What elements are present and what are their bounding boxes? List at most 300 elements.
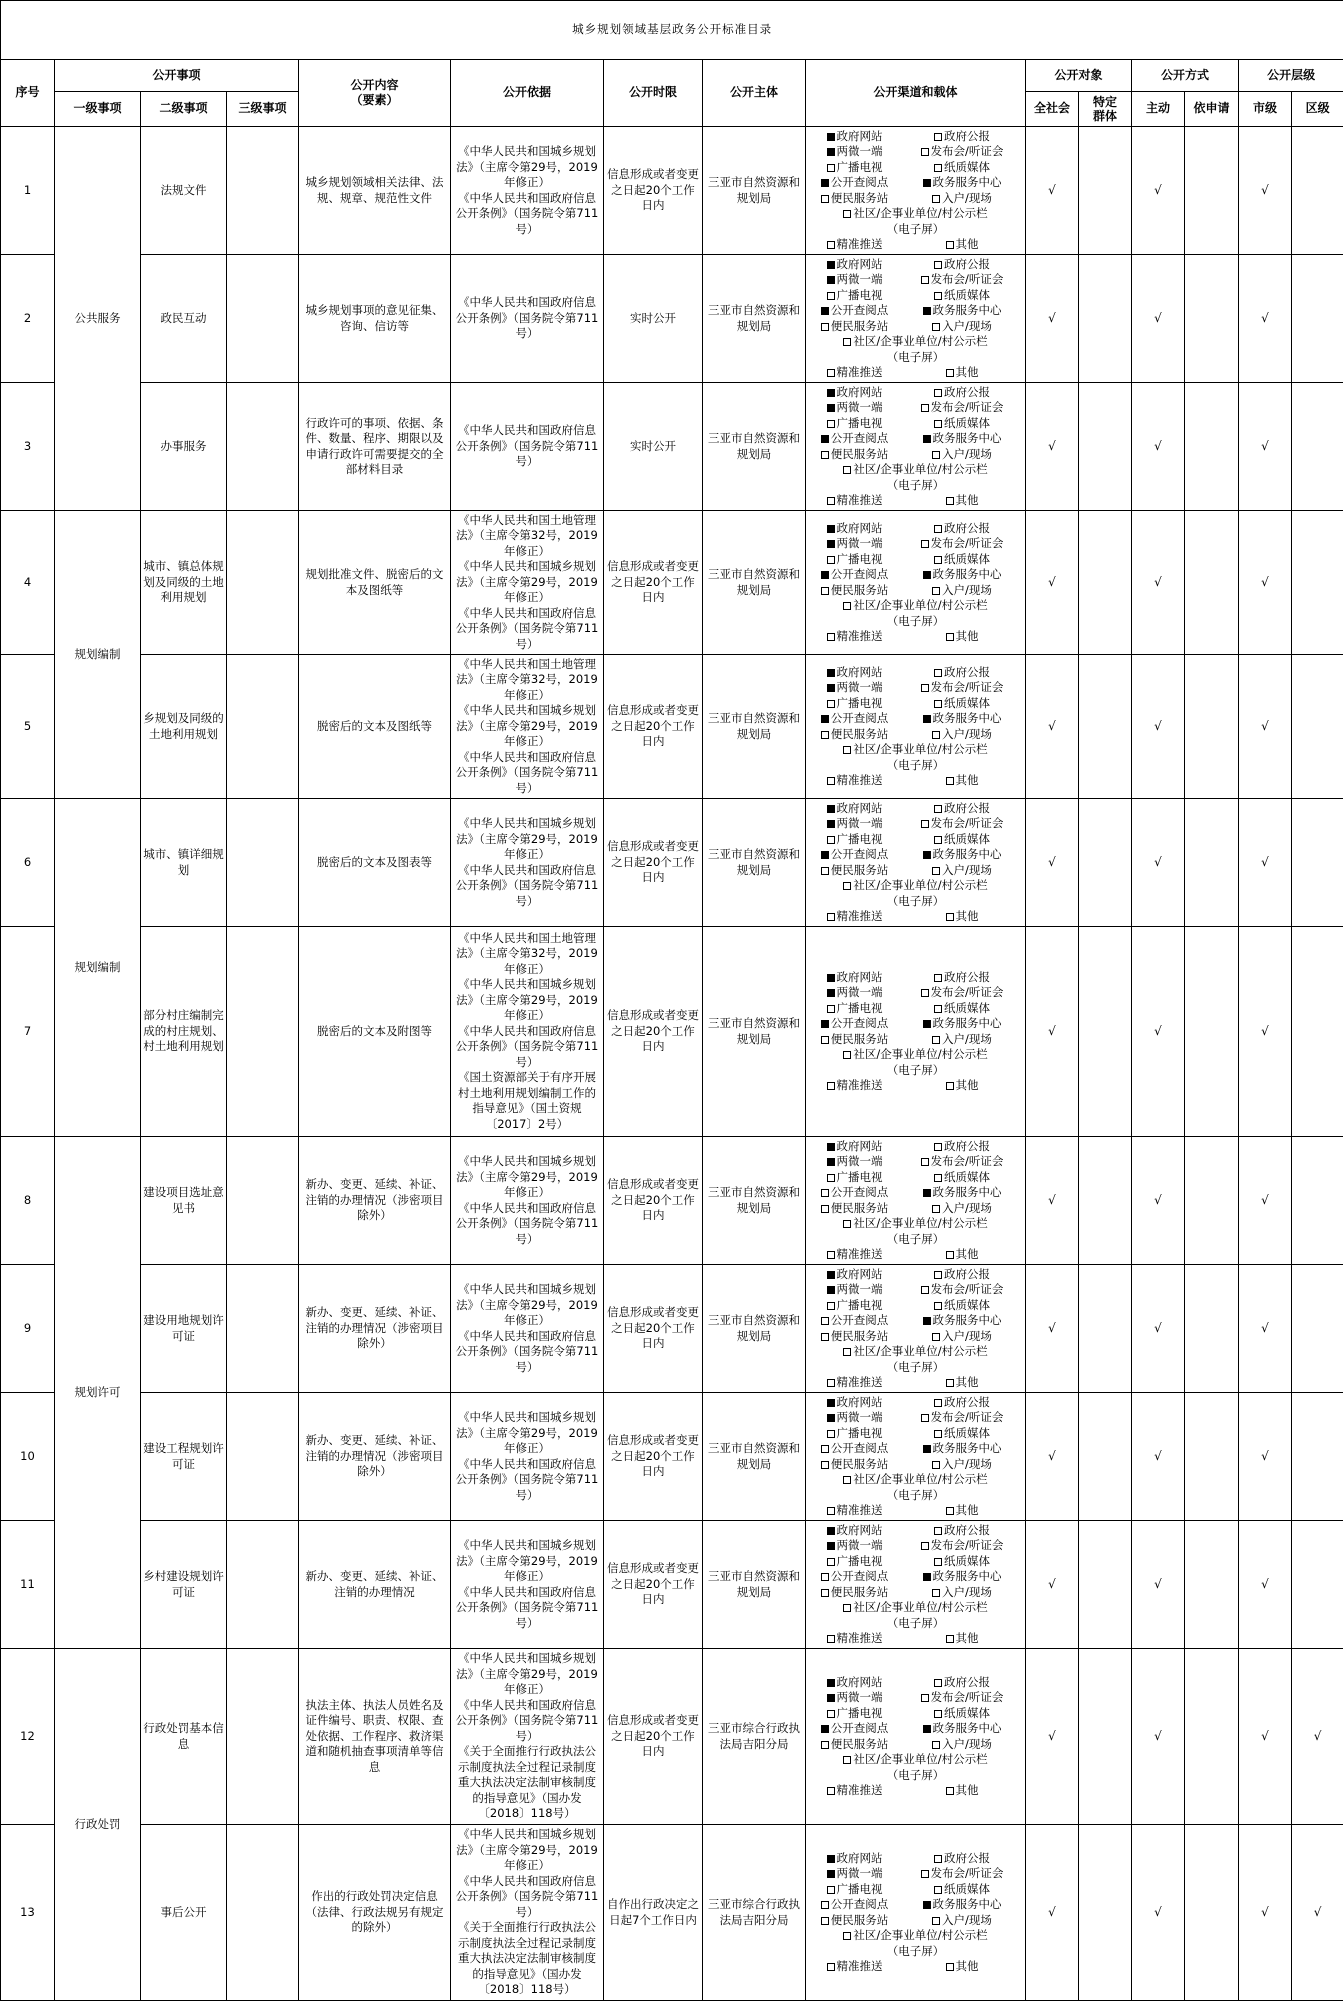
channel-option — [808, 1282, 901, 1298]
channel-option — [808, 773, 901, 789]
checked-box-icon — [827, 1527, 835, 1535]
content-cell: 规划批准文件、脱密后的文本及图纸等 — [299, 511, 451, 655]
channel-option — [808, 1851, 901, 1867]
check-mark-icon: √ — [1154, 1023, 1162, 1038]
checked-box-icon — [827, 276, 835, 284]
unchecked-box-icon — [934, 1558, 942, 1566]
unchecked-box-icon — [827, 633, 835, 641]
target-all-cell — [1026, 655, 1079, 799]
channel-label: 两微一端 — [836, 144, 883, 158]
channel-label: 政府网站 — [836, 969, 883, 984]
unchecked-box-icon — [932, 1036, 940, 1044]
channel-label: 其他 — [955, 1375, 979, 1389]
mode-active-cell — [1132, 799, 1185, 927]
channel-label: 便民服务站 — [830, 190, 889, 205]
channel-label: 公开查阅点 — [830, 1016, 889, 1030]
channel-list — [808, 1139, 1023, 1263]
checked-box-icon — [827, 1399, 835, 1407]
header-target-group: 公开对象 — [1026, 60, 1132, 92]
check-mark-icon: √ — [1313, 1728, 1322, 1743]
unchecked-box-icon — [932, 731, 940, 739]
channel-option — [808, 431, 901, 447]
target-specific-cell — [1079, 1265, 1132, 1393]
channel-option — [901, 1897, 1023, 1913]
channel-label: 公开查阅点 — [830, 1313, 889, 1327]
channel-option — [808, 1267, 901, 1283]
channel-label: 精准推送 — [836, 1783, 883, 1797]
checked-box-icon — [821, 1020, 829, 1028]
channel-option — [808, 1538, 901, 1554]
channel-option — [901, 1267, 1023, 1283]
unchecked-box-icon — [932, 1333, 940, 1341]
checked-box-icon — [827, 389, 835, 397]
header-target-all: 全社会 — [1026, 92, 1079, 127]
tier-city-cell — [1239, 1649, 1292, 1825]
header-subject: 公开主体 — [703, 60, 806, 127]
channel-option — [843, 334, 987, 348]
unchecked-box-icon — [843, 1604, 851, 1612]
channel-option — [808, 696, 901, 712]
channel-label: 社区/企事业单位/村公示栏 — [853, 1047, 988, 1061]
unchecked-box-icon — [934, 669, 942, 677]
channel-label: 便民服务站 — [830, 446, 889, 461]
channel-option — [808, 1170, 901, 1186]
channel-option — [808, 1426, 901, 1442]
channel-option — [808, 1457, 901, 1473]
channel-label: 政府网站 — [836, 1850, 883, 1865]
unchecked-box-icon — [827, 164, 835, 172]
unchecked-box-icon — [827, 497, 835, 505]
channel-label: 纸质媒体 — [944, 159, 990, 174]
checked-box-icon — [827, 1158, 835, 1166]
channel-option — [808, 1001, 901, 1017]
unchecked-box-icon — [946, 1787, 954, 1795]
unchecked-box-icon — [843, 1756, 851, 1764]
channel-label: 纸质媒体 — [944, 1705, 990, 1720]
mode-apply-cell — [1185, 127, 1239, 255]
tier-district-cell — [1292, 255, 1343, 383]
checked-box-icon — [827, 684, 835, 692]
unchecked-box-icon — [821, 1317, 829, 1325]
channel-label: 社区/企事业单位/村公示栏 — [853, 1752, 988, 1766]
channel-label: 其他 — [955, 909, 979, 923]
unchecked-box-icon — [821, 1589, 829, 1597]
check-mark-icon: √ — [1261, 438, 1269, 453]
unchecked-box-icon — [827, 1507, 835, 1515]
unchecked-box-icon — [921, 1694, 929, 1702]
tier-city-cell — [1239, 383, 1292, 511]
channel-screen-note: （电子屏） — [886, 477, 945, 492]
channel-label: 政府网站 — [836, 1394, 883, 1409]
unchecked-box-icon — [932, 867, 940, 875]
channel-label: 广播电视 — [836, 287, 883, 302]
channel-label: 入户/现场 — [942, 862, 992, 877]
mode-apply-cell — [1185, 1137, 1239, 1265]
check-mark-icon: √ — [1261, 574, 1269, 589]
channel-option — [808, 909, 901, 925]
channel-screen-note: （电子屏） — [886, 613, 945, 628]
target-all-cell — [1026, 927, 1079, 1137]
subject-cell: 三亚市自然资源和规划局 — [703, 255, 806, 383]
channel-label: 政府公报 — [944, 256, 990, 271]
channel-label: 两微一端 — [836, 816, 883, 830]
basis-cell: 《中华人民共和国土地管理法》（主席令第32号，2019年修正） 《中华人民共和国城乡规划法》（主席令第29号，2019年修正） 《中华人民共和国政府信息公开条例》（国务院令第711号） — [451, 655, 604, 799]
channel-label: 广播电视 — [836, 1297, 883, 1312]
unchecked-box-icon — [921, 1870, 929, 1878]
channel-label: 政府网站 — [836, 1674, 883, 1689]
channel-option — [901, 1001, 1023, 1017]
checked-box-icon — [821, 1725, 829, 1733]
tier-district-cell — [1292, 655, 1343, 799]
channel-option — [808, 832, 901, 848]
subject-cell: 三亚市自然资源和规划局 — [703, 799, 806, 927]
time-limit-cell: 信息形成或者变更之日起20个工作日内 — [604, 1265, 703, 1393]
unchecked-box-icon — [946, 1507, 954, 1515]
channel-screen-note: （电子屏） — [886, 893, 945, 908]
header-tier-district: 区级 — [1292, 92, 1343, 127]
level1-item: 规划编制 — [55, 799, 141, 1137]
header-level3: 三级事项 — [227, 92, 299, 127]
checked-box-icon — [923, 1573, 931, 1581]
channel-label: 政府公报 — [944, 520, 990, 535]
time-limit-cell: 自作出行政决定之日起7个工作日内 — [604, 1825, 703, 2001]
unchecked-box-icon — [827, 1174, 835, 1182]
channel-option — [808, 1721, 901, 1737]
tier-district-cell — [1292, 1649, 1343, 1825]
channel-option — [901, 711, 1023, 727]
channel-label: 政务服务中心 — [932, 1897, 1002, 1911]
time-limit-cell: 实时公开 — [604, 255, 703, 383]
content-cell: 新办、变更、延续、补证、注销的办理情况（涉密项目除外） — [299, 1137, 451, 1265]
channel-label: 发布会/听证会 — [930, 816, 1004, 830]
channel-label: 政府公报 — [944, 1394, 990, 1409]
channel-label: 入户/现场 — [942, 1328, 992, 1343]
channel-option — [808, 1523, 901, 1539]
level3-item — [227, 1825, 299, 2001]
header-tier-city: 市级 — [1239, 92, 1292, 127]
channel-label: 便民服务站 — [830, 726, 889, 741]
channel-label: 社区/企事业单位/村公示栏 — [853, 1216, 988, 1230]
channel-option — [808, 1329, 901, 1345]
channels-cell — [806, 1825, 1026, 2001]
channel-option — [901, 1078, 1023, 1094]
check-mark-icon: √ — [1261, 718, 1269, 733]
tier-city-cell — [1239, 1825, 1292, 2001]
channel-option — [808, 1395, 901, 1411]
channel-label: 便民服务站 — [830, 1328, 889, 1343]
channel-option — [901, 400, 1023, 416]
unchecked-box-icon — [946, 633, 954, 641]
channel-screen-note: （电子屏） — [886, 221, 945, 236]
unchecked-box-icon — [843, 882, 851, 890]
checked-box-icon — [923, 851, 931, 859]
channel-option — [901, 680, 1023, 696]
channel-label: 精准推送 — [836, 1375, 883, 1389]
header-target-specific: 特定 群体 — [1079, 92, 1132, 127]
unchecked-box-icon — [946, 1963, 954, 1971]
channel-option — [901, 985, 1023, 1001]
subject-cell: 三亚市自然资源和规划局 — [703, 127, 806, 255]
channel-label: 政府网站 — [836, 1138, 883, 1153]
channel-label: 便民服务站 — [830, 1200, 889, 1215]
unchecked-box-icon — [821, 451, 829, 459]
checked-box-icon — [827, 1286, 835, 1294]
channel-screen-note: （电子屏） — [886, 349, 945, 364]
level3-item — [227, 511, 299, 655]
channel-label: 政务服务中心 — [932, 847, 1002, 861]
unchecked-box-icon — [946, 497, 954, 505]
checked-box-icon — [827, 1542, 835, 1550]
channel-label: 公开查阅点 — [830, 847, 889, 861]
target-specific-cell — [1079, 1649, 1132, 1825]
unchecked-box-icon — [843, 1932, 851, 1940]
level3-item — [227, 1649, 299, 1825]
unchecked-box-icon — [932, 195, 940, 203]
channel-label: 政务服务中心 — [932, 431, 1002, 445]
checked-box-icon — [827, 989, 835, 997]
channel-label: 纸质媒体 — [944, 415, 990, 430]
checked-box-icon — [827, 1143, 835, 1151]
check-mark-icon: √ — [1261, 1904, 1269, 1919]
channel-option — [901, 416, 1023, 432]
unchecked-box-icon — [932, 587, 940, 595]
mode-apply-cell — [1185, 1521, 1239, 1649]
channel-option — [901, 160, 1023, 176]
header-seq: 序号 — [1, 60, 55, 127]
mode-active-cell — [1132, 1265, 1185, 1393]
unchecked-box-icon — [843, 1220, 851, 1228]
channel-option — [901, 257, 1023, 273]
channel-option — [901, 1706, 1023, 1722]
channel-option — [901, 447, 1023, 463]
basis-cell: 《中华人民共和国城乡规划法》（主席令第29号，2019年修正） 《中华人民共和国政府信息公开条例》（国务院令第711号） 《关于全面推行行政执法公示制度执法全过程记录制度重大执法决定法制审核制度的指导意见》（国办发〔2018〕118号） — [451, 1825, 604, 2001]
channel-option — [901, 385, 1023, 401]
checked-box-icon — [923, 307, 931, 315]
channel-label: 两微一端 — [836, 1282, 883, 1296]
channel-option — [808, 257, 901, 273]
unchecked-box-icon — [821, 1445, 829, 1453]
channel-label: 两微一端 — [836, 680, 883, 694]
channel-label: 广播电视 — [836, 695, 883, 710]
unchecked-box-icon — [921, 1414, 929, 1422]
channel-label: 精准推送 — [836, 1631, 883, 1645]
channel-label: 公开查阅点 — [830, 303, 889, 317]
checked-box-icon — [923, 1020, 931, 1028]
channels-cell — [806, 127, 1026, 255]
channel-label: 政府网站 — [836, 800, 883, 815]
mode-active-cell — [1132, 383, 1185, 511]
channel-label: 社区/企事业单位/村公示栏 — [853, 598, 988, 612]
channel-label: 公开查阅点 — [830, 1569, 889, 1583]
unchecked-box-icon — [827, 836, 835, 844]
channel-label: 政府公报 — [944, 800, 990, 815]
tier-district-cell — [1292, 799, 1343, 927]
channel-option — [808, 365, 901, 381]
channel-list — [808, 385, 1023, 509]
channel-option — [808, 1882, 901, 1898]
channel-option — [901, 1139, 1023, 1155]
seq-cell: 6 — [1, 799, 55, 927]
channel-option — [808, 144, 901, 160]
channel-option — [808, 416, 901, 432]
check-mark-icon: √ — [1048, 1320, 1056, 1335]
unchecked-box-icon — [921, 684, 929, 692]
subject-cell: 三亚市自然资源和规划局 — [703, 383, 806, 511]
channel-label: 发布会/听证会 — [930, 680, 1004, 694]
check-mark-icon: √ — [1154, 1192, 1162, 1207]
channel-option — [901, 665, 1023, 681]
check-mark-icon: √ — [1154, 438, 1162, 453]
target-all-cell — [1026, 127, 1079, 255]
seq-cell: 7 — [1, 927, 55, 1137]
channel-option — [808, 493, 901, 509]
channel-screen-note: （电子屏） — [886, 1062, 945, 1077]
tier-district-cell — [1292, 511, 1343, 655]
tier-city-cell — [1239, 127, 1292, 255]
seq-cell: 10 — [1, 1393, 55, 1521]
unchecked-box-icon — [843, 602, 851, 610]
channel-screen-note: （电子屏） — [886, 1943, 945, 1958]
mode-apply-cell — [1185, 655, 1239, 799]
time-limit-cell: 信息形成或者变更之日起20个工作日内 — [604, 927, 703, 1137]
channel-option — [808, 1569, 901, 1585]
channel-option — [901, 1426, 1023, 1442]
basis-cell: 《中华人民共和国土地管理法》（主席令第32号，2019年修正） 《中华人民共和国城乡规划法》（主席令第29号，2019年修正） 《中华人民共和国政府信息公开条例》（国务院令第711号） — [451, 511, 604, 655]
channel-label: 两微一端 — [836, 985, 883, 999]
channel-label: 精准推送 — [836, 493, 883, 507]
unchecked-box-icon — [821, 1741, 829, 1749]
level2-item: 建设用地规划许可证 — [141, 1265, 227, 1393]
channel-label: 入户/现场 — [942, 446, 992, 461]
table-row — [1, 255, 1343, 383]
channel-label: 政府网站 — [836, 128, 883, 143]
channel-label: 政府网站 — [836, 1266, 883, 1281]
tier-district-cell — [1292, 1265, 1343, 1393]
channel-label: 其他 — [955, 1959, 979, 1973]
channel-option — [808, 160, 901, 176]
mode-apply-cell — [1185, 1393, 1239, 1521]
mode-apply-cell — [1185, 383, 1239, 511]
checked-box-icon — [827, 1271, 835, 1279]
channel-label: 纸质媒体 — [944, 1425, 990, 1440]
unchecked-box-icon — [827, 1787, 835, 1795]
channel-option — [808, 1410, 901, 1426]
channel-label: 政府公报 — [944, 1850, 990, 1865]
channel-label: 其他 — [955, 773, 979, 787]
tier-city-cell — [1239, 1393, 1292, 1521]
channel-list — [808, 1395, 1023, 1519]
channel-label: 纸质媒体 — [944, 1553, 990, 1568]
channel-option — [808, 1139, 901, 1155]
target-specific-cell — [1079, 383, 1132, 511]
table-row — [1, 1825, 1343, 2001]
tier-district-cell — [1292, 127, 1343, 255]
unchecked-box-icon — [821, 731, 829, 739]
unchecked-box-icon — [827, 292, 835, 300]
tier-city-cell — [1239, 1137, 1292, 1265]
channel-list — [808, 1267, 1023, 1391]
unchecked-box-icon — [921, 820, 929, 828]
channel-option — [901, 1882, 1023, 1898]
time-limit-cell: 信息形成或者变更之日起20个工作日内 — [604, 1137, 703, 1265]
channel-label: 精准推送 — [836, 1247, 883, 1261]
time-limit-cell: 信息形成或者变更之日起20个工作日内 — [604, 1649, 703, 1825]
unchecked-box-icon — [934, 1527, 942, 1535]
unchecked-box-icon — [921, 1158, 929, 1166]
channel-label: 纸质媒体 — [944, 831, 990, 846]
channel-option — [843, 878, 987, 892]
unchecked-box-icon — [827, 369, 835, 377]
channel-label: 其他 — [955, 1503, 979, 1517]
level3-item — [227, 927, 299, 1137]
channel-option — [901, 303, 1023, 319]
channel-screen-note: （电子屏） — [886, 1231, 945, 1246]
unchecked-box-icon — [827, 1082, 835, 1090]
channel-option — [843, 1216, 987, 1230]
channel-option — [808, 1032, 901, 1048]
channel-option — [901, 970, 1023, 986]
channel-label: 入户/现场 — [942, 726, 992, 741]
channel-label: 其他 — [955, 493, 979, 507]
channel-option — [901, 1395, 1023, 1411]
channel-label: 公开查阅点 — [830, 1721, 889, 1735]
unchecked-box-icon — [932, 323, 940, 331]
channel-screen-note: （电子屏） — [886, 1767, 945, 1782]
unchecked-box-icon — [827, 777, 835, 785]
channel-option — [808, 583, 901, 599]
target-specific-cell — [1079, 927, 1132, 1137]
channel-label: 两微一端 — [836, 1866, 883, 1880]
channel-label: 社区/企事业单位/村公示栏 — [853, 1928, 988, 1942]
tier-city-cell — [1239, 255, 1292, 383]
channel-option — [901, 365, 1023, 381]
channel-option — [901, 773, 1023, 789]
level2-item: 城市、镇详细规划 — [141, 799, 227, 927]
channel-label: 便民服务站 — [830, 1912, 889, 1927]
unchecked-box-icon — [843, 338, 851, 346]
channel-option — [901, 319, 1023, 335]
channel-label: 广播电视 — [836, 1425, 883, 1440]
unchecked-box-icon — [827, 556, 835, 564]
channel-label: 广播电视 — [836, 831, 883, 846]
channel-label: 政府公报 — [944, 1266, 990, 1281]
level1-item: 行政处罚 — [55, 1649, 141, 2001]
unchecked-box-icon — [946, 1082, 954, 1090]
mode-apply-cell — [1185, 927, 1239, 1137]
target-specific-cell — [1079, 1137, 1132, 1265]
checked-box-icon — [827, 1870, 835, 1878]
channel-option — [901, 1690, 1023, 1706]
level2-item: 政民互动 — [141, 255, 227, 383]
channel-screen-note: （电子屏） — [886, 1487, 945, 1502]
check-mark-icon: √ — [1154, 310, 1162, 325]
level2-item: 部分村庄编制完成的村庄规划、村土地利用规划 — [141, 927, 227, 1137]
unchecked-box-icon — [843, 210, 851, 218]
channel-label: 公开查阅点 — [830, 567, 889, 581]
channel-label: 精准推送 — [836, 237, 883, 251]
unchecked-box-icon — [946, 1635, 954, 1643]
header-tier-group: 公开层级 — [1239, 60, 1343, 92]
check-mark-icon: √ — [1154, 1904, 1162, 1919]
unchecked-box-icon — [827, 1710, 835, 1718]
unchecked-box-icon — [934, 261, 942, 269]
channel-option — [901, 1185, 1023, 1201]
unchecked-box-icon — [946, 369, 954, 377]
header-basis: 公开依据 — [451, 60, 604, 127]
channel-label: 精准推送 — [836, 629, 883, 643]
channel-label: 社区/企事业单位/村公示栏 — [853, 462, 988, 476]
channel-list — [808, 665, 1023, 789]
